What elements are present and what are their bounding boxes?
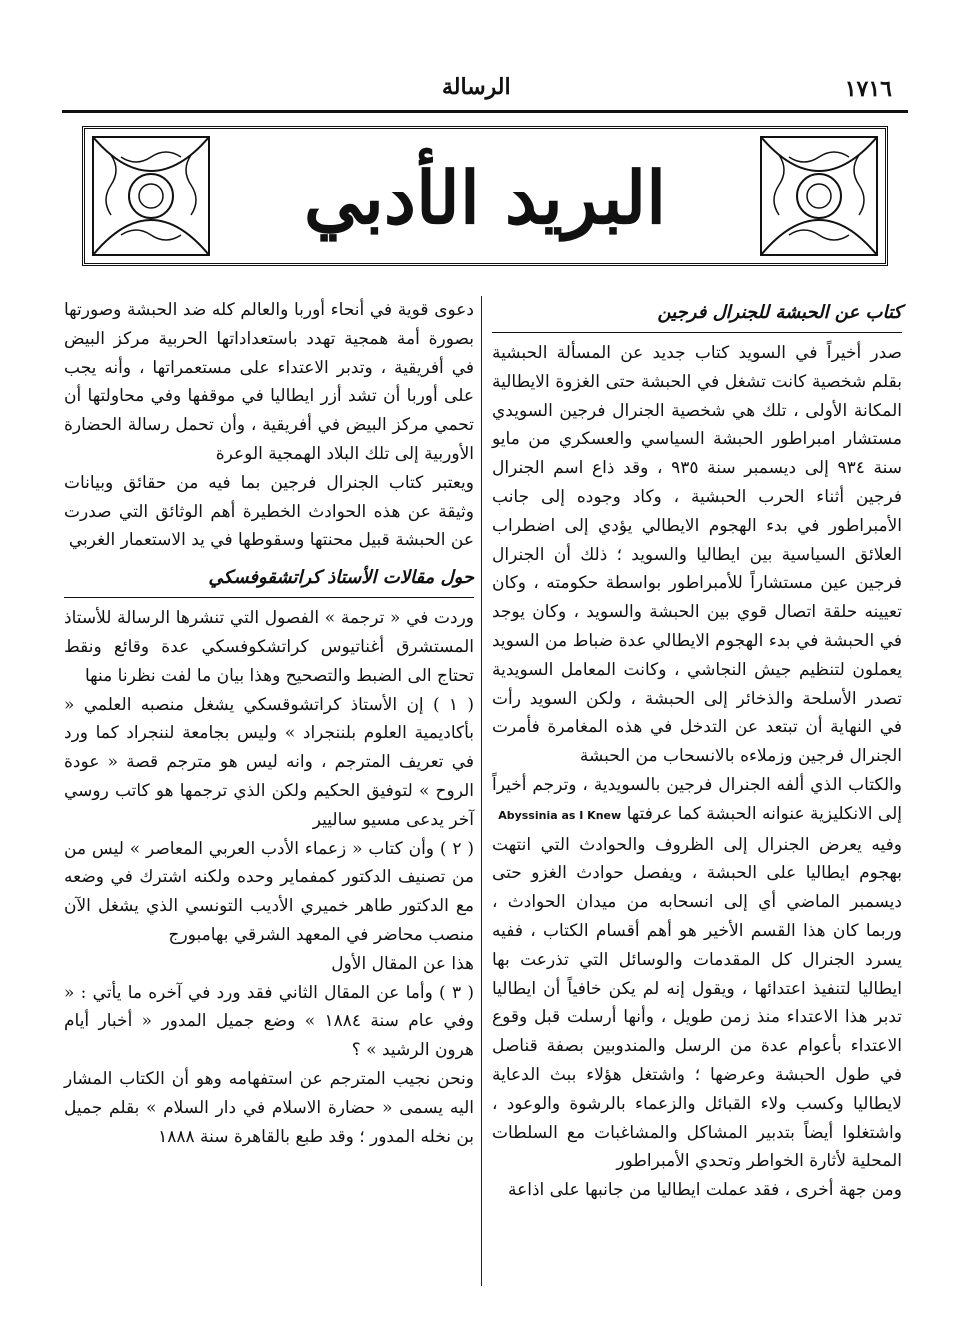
article-paragraph: وردت في « ترجمة » الفصول التي تنشرها الرسالة للأستاذ المستشرق أغناتيوس كراتشكوفسكي عدة وقائع ونقط تحتاج الى الضبط والتصحيح وهذا بيان ما لفت نظرنا منها — [64, 608, 474, 686]
article-paragraph: هذا عن المقال الأول — [331, 953, 474, 974]
article-title: كتاب عن الحبشة للجنرال فرجين — [492, 296, 902, 333]
article-title: حول مقالات الأستاذ كراتشقوفسكي — [64, 561, 474, 598]
running-header — [62, 72, 902, 112]
article-paragraph: ويعتبر كتاب الجنرال فرجين بما فيه من حقائق وبيانات وثيقة عن هذه الحوادث الخطيرة أهم الوثائق التي صدرت عن الحبشة قبيل محنتها وسقوطها في يد الاستعمار الغربي — [64, 472, 474, 551]
article-paragraph: ومن جهة أخرى ، فقد عملت ايطاليا من جانبها على اذاعة — [508, 1180, 902, 1201]
running-title: الرسالة — [442, 74, 511, 100]
section-title-banner: البريد الأدبي — [303, 154, 667, 240]
article-paragraph: ( ٢ ) وأن كتاب « زعماء الأدب العربي المعاصر » ليس من من تصنيف الدكتور كمفماير وحده ولكنه اشترك في وضعه مع الدكتور طاهر خميري الأديب التونسي الذي يشغل الآن منصب محاضر في المعهد الشرقي بهامبورج — [64, 838, 474, 945]
translation-text: والكتاب الذي ألفه الجنرال فرجين بالسويدية ، وترجم أخيراً إلى الانكليزية عنوانه الحبشة كما عرفتها — [492, 774, 902, 824]
english-book-title: Abyssinia as I Knew — [498, 808, 622, 822]
article-paragraph: وفيه يعرض الجنرال إلى الظروف والحوادث التي انتهت بهجوم ايطاليا على الحبشة ، ويفصل حوادث الغزو حتى ديسمبر الماضي أي إلى انسحابه من ميدان الحوادث ، وربما كان هذا القسم الأخير هو أهم أقسام الكتاب ، ففيه يسرد الجنرال كل المقدمات والوسائل التي تذرعت بها ايطاليا لتنفيذ اعتدائها ، ويقول إنه لم يكن خافياً أن ايطاليا تدبر هذا الاعتداء منذ زمن طويل ، وأنها أرسلت قبل وقوع الاعتداء بأعوام عدة من الرسل والمندوبين بصفة قناصل في طول الحبشة وعرضها ؛ واشتغل هؤلاء ببث الدعاية لايطاليا وكسب ولاء القبائل والزعماء بالرشوة والوعود ، واشتغلوا أيضاً بتدبير المشاكل والمشاغبات مع السلطات المحلية لأثارة الخواطر وتحدي الأمبراطور — [492, 834, 902, 1172]
article-paragraph — [492, 771, 902, 831]
arabesque-ornament-icon — [759, 135, 879, 257]
article-paragraph: ( ٣ ) وأما عن المقال الثاني فقد ورد في آخره ما يأتي : « وفي عام سنة ١٨٨٤ » وضع جميل المدور « أخبار أيام هرون الرشيد » ؟ — [64, 982, 474, 1061]
article-paragraph: ونحن نجيب المترجم عن استفهامه وهو أن الكتاب المشار اليه يسمى « حضارة الاسلام في دار السلام » بقلم جميل بن نخله المدور ؛ وقد طبع بالقاهرة سنة ١٨٨٨ — [64, 1068, 474, 1147]
section-banner — [82, 126, 888, 266]
article-paragraph: ( ١ ) إن الأستاذ كراتشوقسكي يشغل منصبه العلمي « بأكاديمية العلوم بلننجراد » وليس بجامعة لننجراد كما ورد في تعريف المترجم ، وانه ليس هو مترجم قصة « عودة الروح » لتوفيق الحكيم ولكن الذي ترجمها هو كاتب روسي آخر يدعى مسيو ساليير — [64, 694, 474, 830]
arabesque-ornament-icon — [91, 135, 211, 257]
page-number: ١٧١٦ — [844, 76, 892, 102]
right-column — [492, 296, 902, 1205]
article-paragraph: صدر أخيراً في السويد كتاب جديد عن المسألة الحبشية بقلم شخصية كانت تشغل في الحبشة حتى الغزوة الايطالية المكانة الأولى ، تلك هي شخصية الجنرال فرجين السويدي مستشار امبراطور الحبشة السياسي والعسكري من مايو سنة ٩٣٤ إلى ديسمبر سنة ٩٣٥ ، وقد ذاع اسم الجنرال فرجين أثناء الحرب الحبشية ، وكاد وجوده إلى جانب الأمبراطور في بدء الهجوم الايطالي يؤدي إلى اضطراب العلائق السياسية بين ايطاليا والسويد ؛ ذلك أن الجنرال فرجين عين مستشاراً للأمبراطور بواسطة حكومته ، وكان تعيينه حلقة اتصال قوي بين الحبشة والسويد ، وكان يوجد في الحبشة في بدء الهجوم الايطالي عدة ضباط من السويد يعملون لتنظيم جيش النجاشي ، وكانت المعامل السويدية تصدر الأسلحة والذخائر إلى الحبشة ، ولكن السويد رأت في النهاية أن تبتعد عن التدخل في هذه المغامرة فأمرت الجنرال فرجين وزملاءه بالانسحاب من الحبشة — [492, 343, 902, 767]
article-paragraph: دعوى قوية في أنحاء أوربا والعالم كله ضد الحبشة وصورتها بصورة أمة همجية تهدد باستعداداتها الحربية مركز البيض في أفريقية ، وتدبر الاعتداء على مستعمراتها ، وأنه يجب على أوربا أن تشد أزر ايطاليا في موقفها وفي محاولتها أن تحمي مركز البيض في أفريقية ، وأن تحمل رسالة الحضارة الأوربية إلى تلك البلاد الهمجية الوعرة — [64, 300, 474, 464]
left-column — [64, 296, 474, 1151]
header-rule — [62, 110, 908, 113]
column-divider — [481, 296, 482, 1286]
